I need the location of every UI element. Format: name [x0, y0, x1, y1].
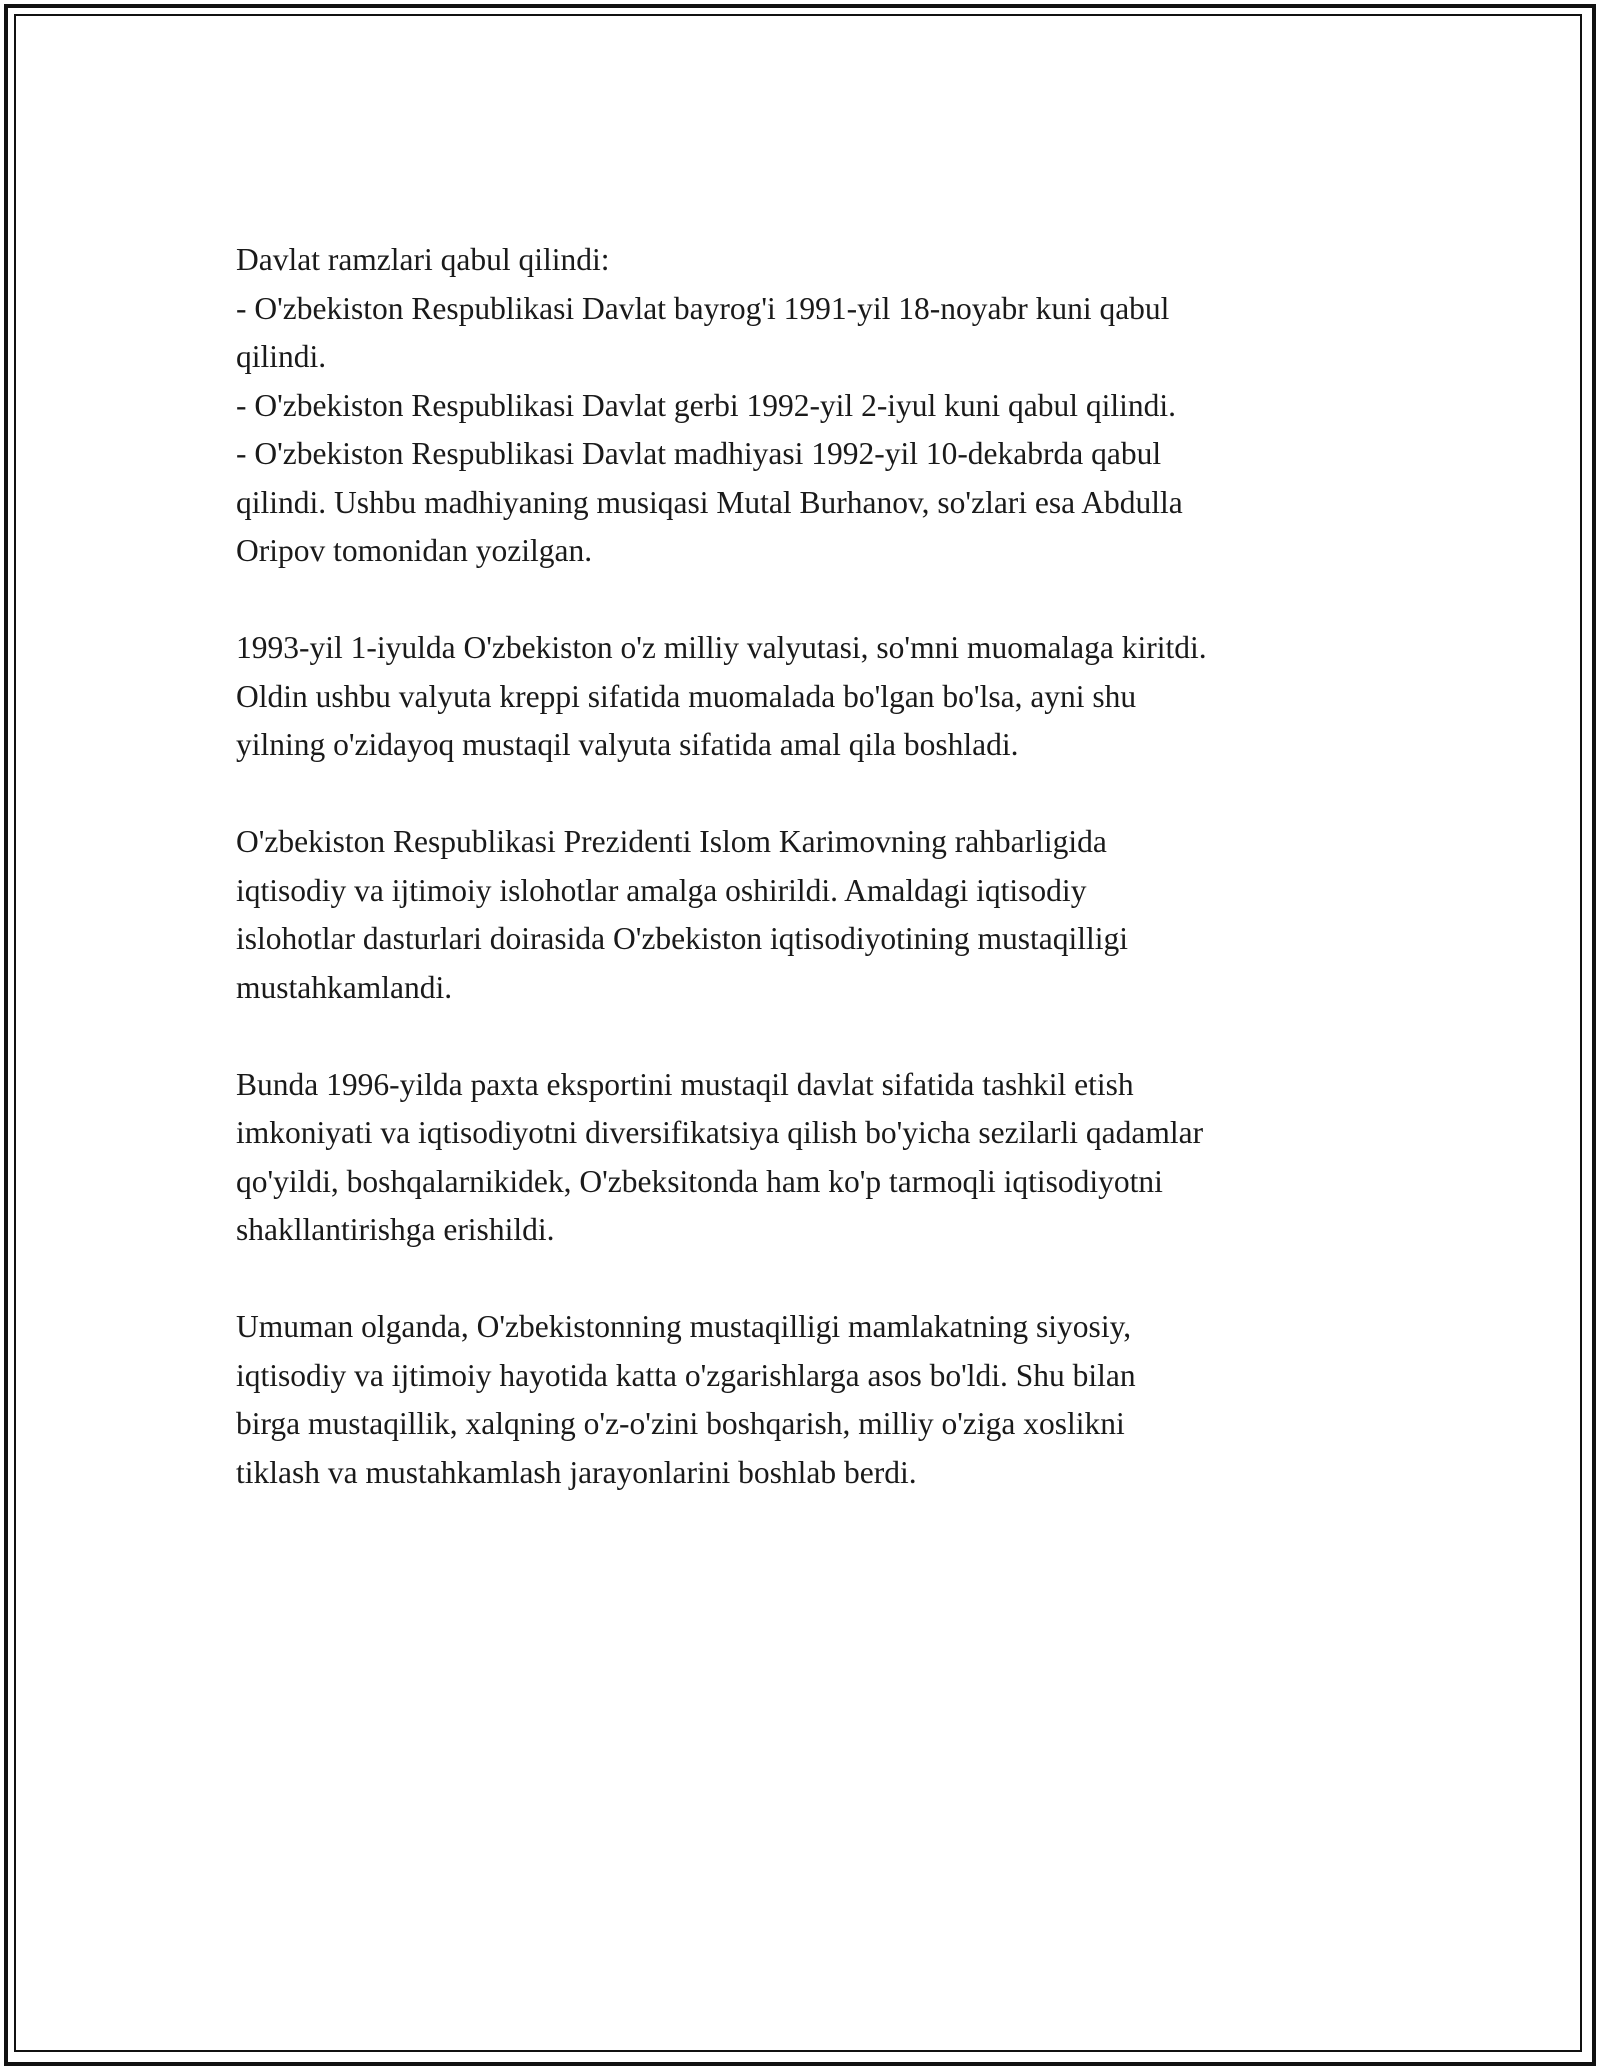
- document-body: [236, 236, 1386, 1546]
- paragraph-conclusion: [236, 1303, 1386, 1497]
- text-line: Oripov tomonidan yozilgan.: [236, 533, 593, 568]
- text-line: 1993-yil 1-iyulda O'zbekiston o'z milliy valyutasi, so'mni muomalaga kiritdi.: [236, 630, 1207, 665]
- text-line: iqtisodiy va ijtimoiy islohotlar amalga oshirildi. Amaldagi iqtisodiy: [236, 872, 1087, 908]
- paragraph-state-symbols: [236, 236, 1386, 576]
- text-line: qo'yildi, boshqalarnikidek, O'zbeksitonda ham ko'p tarmoqli iqtisodiyotni: [236, 1163, 1163, 1199]
- paragraph-currency: [236, 624, 1386, 770]
- text-line: tiklash va mustahkamlash jarayonlarini boshlab berdi.: [236, 1454, 917, 1490]
- text-line: imkoniyati va iqtisodiyotni diversifikatsiya qilish bo'yicha sezilarli qadamlar: [236, 1115, 1204, 1150]
- text-line: iqtisodiy va ijtimoiy hayotida katta o'zgarishlarga asos bo'ldi. Shu bilan: [236, 1357, 1136, 1393]
- text-line: O'zbekiston Respublikasi Prezidenti Islom Karimovning rahbarligida: [236, 824, 1107, 859]
- text-line: qilindi.: [236, 339, 327, 374]
- text-line: birga mustaqillik, xalqning o'z-o'zini boshqarish, milliy o'ziga xoslikni: [236, 1406, 1125, 1441]
- text-line: qilindi. Ushbu madhiyaning musiqasi Mutal Burhanov, so'zlari esa Abdulla: [236, 484, 1183, 520]
- text-line: Oldin ushbu valyuta kreppi sifatida muomalada bo'lgan bo'lsa, ayni shu: [236, 678, 1137, 714]
- text-line: Bunda 1996-yilda paxta eksportini mustaqil davlat sifatida tashkil etish: [236, 1066, 1134, 1102]
- text-line: yilning o'zidayoq mustaqil valyuta sifatida amal qila boshladi.: [236, 727, 1019, 762]
- text-line: - O'zbekiston Respublikasi Davlat madhiyasi 1992-yil 10-dekabrda qabul: [236, 436, 1162, 471]
- paragraph-reforms: [236, 818, 1386, 1012]
- text-line: - O'zbekiston Respublikasi Davlat bayrog'i 1991-yil 18-noyabr kuni qabul: [236, 290, 1170, 326]
- text-line: - O'zbekiston Respublikasi Davlat gerbi 1992-yil 2-iyul kuni qabul qilindi.: [236, 387, 1177, 423]
- paragraph-export: [236, 1061, 1386, 1255]
- text-line: Davlat ramzlari qabul qilindi:: [236, 242, 610, 277]
- text-line: shakllantirishga erishildi.: [236, 1212, 555, 1247]
- text-line: mustahkamlandi.: [236, 969, 453, 1005]
- text-line: Umuman olganda, O'zbekistonning mustaqilligi mamlakatning siyosiy,: [236, 1309, 1132, 1344]
- text-line: islohotlar dasturlari doirasida O'zbekiston iqtisodiyotining mustaqilligi: [236, 921, 1128, 956]
